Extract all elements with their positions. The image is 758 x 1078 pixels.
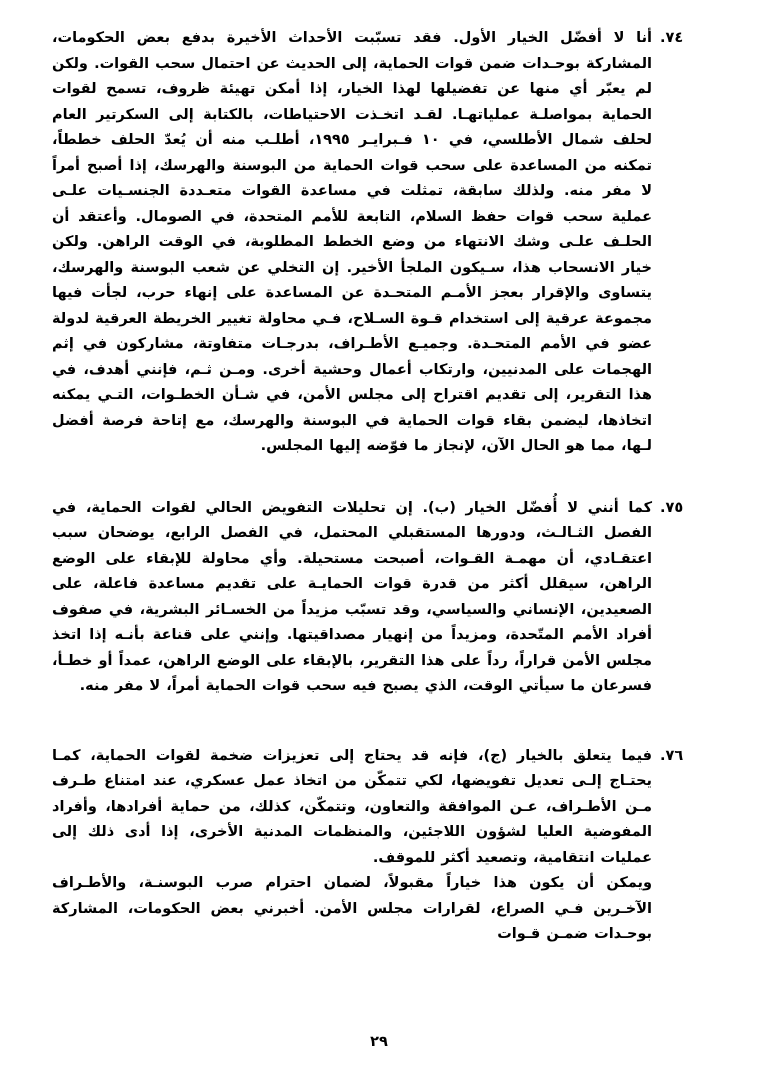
paragraph-number-75: ٧٥. xyxy=(660,499,684,516)
paragraph-76-block-2: ويمكن أن يكون هذا خياراً مقبولاً، لضمان احترام صرب البوسنـة، والأطـراف الآخـرين فـي الصراع، لقرارات مجلس الأمن. أخبرني بعض الحكومات، المشاركة بوحـدات ضمـن قـوات xyxy=(52,875,652,942)
paragraph-75 xyxy=(52,496,700,700)
paragraph-number-74: ٧٤. xyxy=(660,30,684,46)
paragraph-74-block-1: أنا لا أفضّل الخيار الأول. فقد تسبّبت الأحداث الأخيرة بدفع بعض الحكومات، المشاركة بوحـدات ضمن قوات الحماية، إلى الحديث عن احتمال سحب القوات. ولكن لم يعبّر أي منها عن تفضيلها لهذا الخيار، إذا أمكن تهيئة ظروف، تسمح لقوات الحماية بمواصلـة عملياتهـا. لقـد اتخـذت الاحتياطات، بالكتابة إلى السكرتير العام لحلف شمال الأطلسي، في ١٠ فـبرايـر ١٩٩٥، أطلـب منه أن يُعدّ الحلف خططاً، تمكنه من المساعدة على سحب قوات الحماية من البوسنة والهرسك، إذا أصبح أمراً لا مفر منه. ولذلك سابقة، تمثلت في مساعدة القوات متعـددة الجنسـيات علـى عملية سحب قوات حفظ السلام، التابعة للأمم المتحدة، في الصومال. وأعتقد أن الحلـف علـى وشك الانتهاء من وضع الخطط المطلوبة، في الوقت الراهن. ولكن خيار الانسحاب هذا، سـيكون الملجأ الأخير. إن التخلي عن شعب البوسنة والهرسك، يتساوى والإقرار بعجز الأمـم المتحـدة عن المساعدة على إنهاء حرب، لجأت فيها مجموعة عرقية إلى استخدام قـوة السـلاح، فـي محاولة تغيير الخريطة العرقية لدولة عضو في الأمم المتحـدة. وجميـع الأطـراف، بدرجـات متفاوتة، مشاركون في إثم الهجمات على المدنيين، وارتكاب أعمال وحشية أخرى. ومـن ثـم، فإنني أهدف، في هذا التقرير، إلى تقديم اقتراح إلى مجلس الأمن، في شـأن الخطـوات، التـي يمكنه اتخاذها، ليضمن بقاء قوات الحماية في البوسنة والهرسك، مع إتاحة فرصة أفضل لـها، مما هو الحال الآن، لإنجاز ما فوّضه إليها المجلس. xyxy=(52,30,652,454)
paragraph-74 xyxy=(52,26,700,460)
paragraph-text-76 xyxy=(52,744,652,948)
paragraph-76-block-1: فيما يتعلق بالخيار (ج)، فإنه قد يحتاج إلى تعزيزات ضخمة لقوات الحماية، كمـا يحتـاج إلـى تعديل تفويضها، لكي تتمكّن من اتخاذ عمل عسكري، عند امتناع طـرف مـن الأطـراف، عـن الموافقة والتعاون، وتتمكّن، كذلك، من حماية أفرادها، وأفراد المفوضية العليا لشؤون اللاجئين، والمنظمات المدنية الأخرى، إذا أدى ذلك إلى عمليات انتقامية، وتصعيد أكثر للموقف. xyxy=(52,747,652,866)
paragraph-76 xyxy=(52,744,700,948)
page-number: ٢٩ xyxy=(370,1034,388,1050)
paragraph-75-block-1: كما أنني لا أُفضّل الخيار (ب). إن تحليلات التفويض الحالي لقوات الحماية، في الفصل الثـالـث، ودورها المستقبلي المحتمل، في الفصل الرابع، يوضحان سبب اعتقـادي، أن مهمـة القـوات، أصبحت مستحيلة. وأي محاولة للإبقاء على الوضع الراهن، سيقلل أكثر من قدرة قوات الحمايـة على تقديم مساعدة فاعلة، على الصعيدين، الإنساني والسياسي، وقد تسبّب مزيداً من الخسـائر البشرية، في صفوف أفراد الأمم المتّحدة، ومزيداً من إنهيار مصداقيتها. وإنني على قناعة بأنـه إذا اتخذ مجلس الأمن قراراً، رداً على هذا التقرير، بالإبقاء على الوضع الراهن، عمداً أو خطـأ، فسرعان ما سيأتي الوقت، الذي يصبح فيه سحب قوات الحماية أمراً، لا مفر منه. xyxy=(52,499,652,694)
paragraph-number-76: ٧٦. xyxy=(660,747,684,764)
paragraph-text-74 xyxy=(52,26,652,460)
page-content xyxy=(52,26,700,984)
paragraph-text-75 xyxy=(52,496,652,700)
